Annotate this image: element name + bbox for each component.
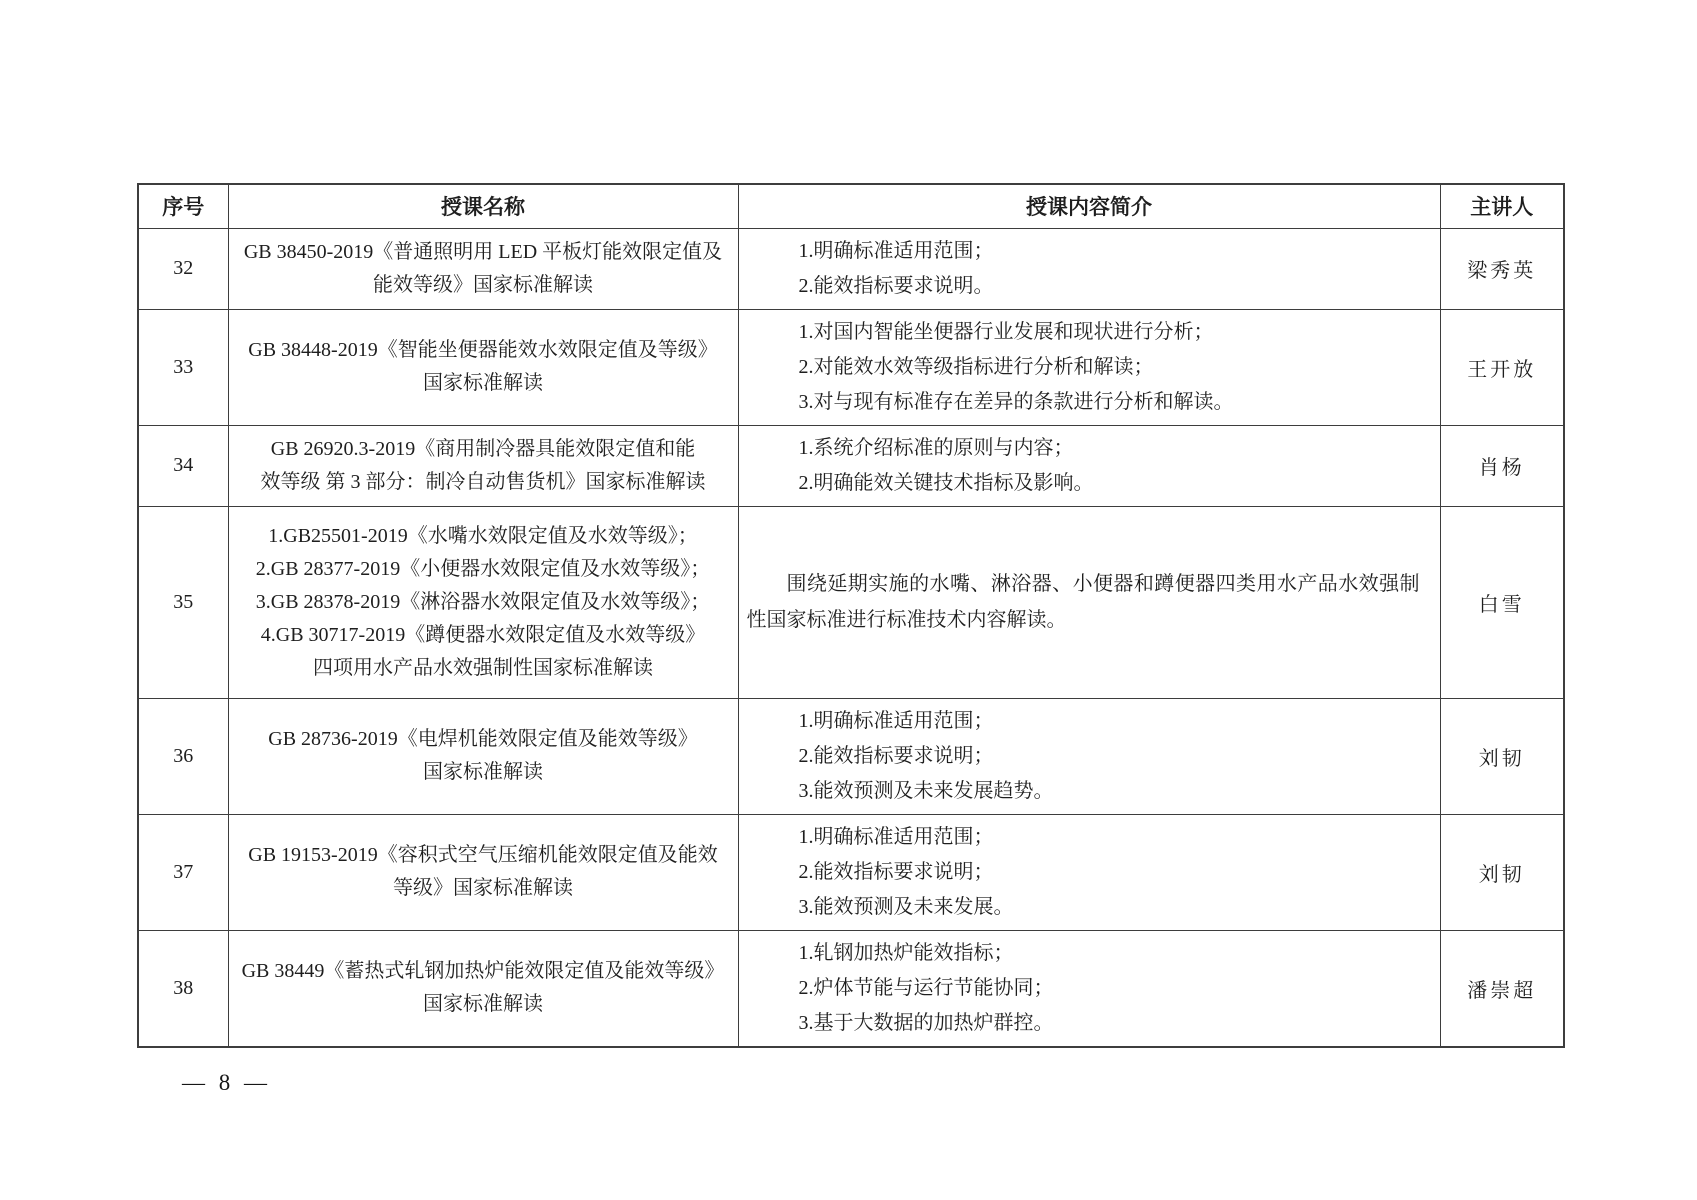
course-name-line: GB 19153-2019《容积式空气压缩机能效限定值及能效 (248, 844, 718, 866)
course-content (738, 814, 1440, 930)
course-name (228, 309, 738, 425)
table-row (138, 309, 1564, 425)
lecturer-name: 刘韧 (1440, 814, 1564, 930)
row-number: 33 (138, 309, 228, 425)
course-content-line: 2.能效指标要求说明； (798, 860, 994, 883)
row-number: 35 (138, 506, 228, 698)
course-content (738, 309, 1440, 425)
course-content (738, 930, 1440, 1047)
course-name-line: GB 38448-2019《智能坐便器能效水效限定值及等级》 (248, 339, 718, 361)
table-header-row (138, 184, 1564, 228)
course-content-line: 1.明确标准适用范围； (798, 825, 994, 848)
course-content (738, 506, 1440, 698)
course-name-line: 1.GB25501-2019《水嘴水效限定值及水效等级》； (268, 524, 698, 547)
lecturer-name: 刘韧 (1440, 698, 1564, 814)
course-content-line: 2.炉体节能与运行节能协同； (798, 976, 1054, 999)
course-name-line: 能效等级》国家标准解读 (373, 273, 593, 296)
course-content-line: 1.系统介绍标准的原则与内容； (798, 436, 1074, 459)
course-content (738, 228, 1440, 309)
lecturer-name: 梁秀英 (1440, 228, 1564, 309)
course-content-line: 3.能效预测及未来发展。 (798, 895, 1014, 918)
course-name (228, 228, 738, 309)
col-header-course-name: 授课名称 (228, 184, 738, 228)
course-name-line: 国家标准解读 (423, 993, 543, 1015)
course-content-line: 3.对与现有标准存在差异的条款进行分析和解读。 (798, 390, 1234, 413)
course-content-line: 2.明确能效关键技术指标及影响。 (798, 471, 1094, 494)
course-name (228, 506, 738, 698)
course-table (137, 183, 1565, 1048)
col-header-no: 序号 (138, 184, 228, 228)
course-name-line: 4.GB 30717-2019《蹲便器水效限定值及水效等级》 (260, 623, 706, 646)
course-name-line: 等级》国家标准解读 (393, 877, 573, 899)
course-content-line: 3.基于大数据的加热炉群控。 (798, 1011, 1054, 1034)
course-name-line: GB 28736-2019《电焊机能效限定值及能效等级》 (268, 728, 698, 750)
course-content-line: 2.能效指标要求说明。 (798, 274, 994, 297)
course-content-line: 3.能效预测及未来发展趋势。 (798, 779, 1054, 802)
page-number: — 8 — (182, 1070, 271, 1095)
course-name-line: 四项用水产品水效强制性国家标准解读 (313, 656, 653, 679)
course-content-line: 1.对国内智能坐便器行业发展和现状进行分析； (798, 320, 1214, 343)
course-name-line: 国家标准解读 (423, 372, 543, 394)
row-number: 32 (138, 228, 228, 309)
course-content-line: 1.轧钢加热炉能效指标； (798, 941, 1014, 964)
course-content (738, 425, 1440, 506)
course-content-line: 2.对能效水效等级指标进行分析和解读； (798, 355, 1154, 378)
course-name-line: 3.GB 28378-2019《淋浴器水效限定值及水效等级》； (255, 590, 711, 613)
table-row (138, 425, 1564, 506)
course-content-line: 1.明确标准适用范围； (798, 709, 994, 732)
course-name (228, 930, 738, 1047)
course-content-line: 1.明确标准适用范围； (798, 239, 994, 262)
course-name-line: GB 26920.3-2019《商用制冷器具能效限定值和能 (270, 437, 696, 460)
course-name-line: GB 38450-2019《普通照明用 LED 平板灯能效限定值及 (243, 240, 723, 263)
col-header-lecturer: 主讲人 (1440, 184, 1564, 228)
course-name (228, 425, 738, 506)
table-row (138, 228, 1564, 309)
lecturer-name: 王开放 (1440, 309, 1564, 425)
course-name (228, 814, 738, 930)
row-number: 34 (138, 425, 228, 506)
course-content-paragraph: 围绕延期实施的水嘴、淋浴器、小便器和蹲便器四类用水产品水效强制性国家标准进行标准技术内容解读。 (746, 573, 1420, 631)
course-content-line: 2.能效指标要求说明； (798, 744, 994, 767)
lecturer-name: 白雪 (1440, 506, 1564, 698)
course-name-line: 效等级 第 3 部分：制冷自动售货机》国家标准解读 (260, 470, 706, 493)
row-number: 36 (138, 698, 228, 814)
table-row (138, 506, 1564, 698)
course-name-line: 国家标准解读 (423, 761, 543, 783)
lecturer-name: 肖杨 (1440, 425, 1564, 506)
table-row (138, 814, 1564, 930)
course-name-line: GB 38449《蓄热式轧钢加热炉能效限定值及能效等级》 (241, 960, 725, 982)
course-name (228, 698, 738, 814)
course-content (738, 698, 1440, 814)
course-name-line: 2.GB 28377-2019《小便器水效限定值及水效等级》； (255, 557, 711, 580)
row-number: 38 (138, 930, 228, 1047)
lecturer-name: 潘崇超 (1440, 930, 1564, 1047)
table-row (138, 698, 1564, 814)
row-number: 37 (138, 814, 228, 930)
table-row (138, 930, 1564, 1047)
col-header-content: 授课内容简介 (738, 184, 1440, 228)
